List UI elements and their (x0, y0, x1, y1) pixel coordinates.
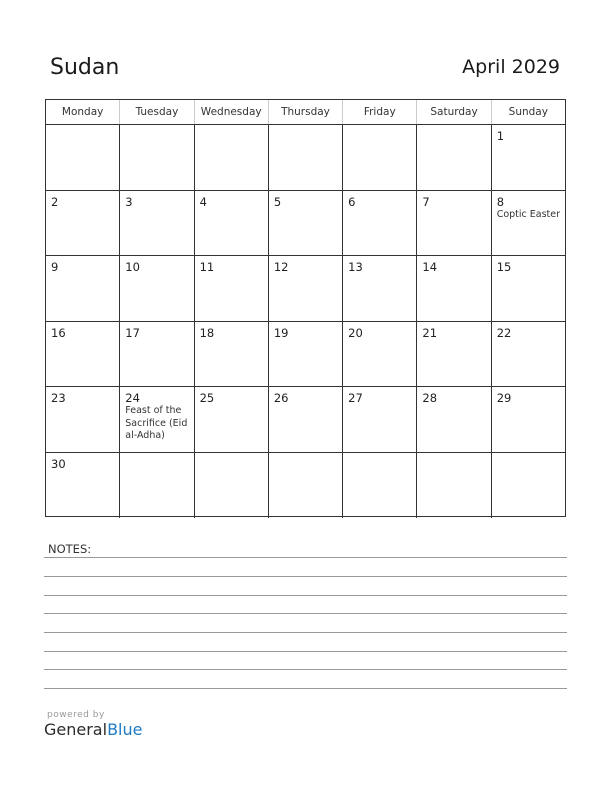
weekday-monday: Monday (61, 106, 104, 118)
day-number: 24 (125, 391, 140, 405)
day-cell[interactable] (46, 125, 119, 190)
day-number: 2 (51, 194, 59, 209)
day-cell[interactable] (194, 256, 268, 321)
day-cell[interactable] (119, 453, 193, 519)
day-number: 17 (125, 325, 140, 340)
weekday-friday: Friday (342, 100, 416, 124)
day-number: 25 (199, 391, 215, 405)
day-cell[interactable] (342, 191, 416, 256)
day-number: 9 (51, 260, 59, 274)
weekday-saturday: Saturday (416, 100, 490, 124)
day-number: 5 (273, 194, 282, 209)
notes-label: NOTES: (48, 542, 92, 556)
day-cell[interactable] (46, 453, 119, 519)
notes-line (44, 669, 567, 670)
day-number: 11 (199, 260, 215, 274)
weekday-thursday: Thursday (268, 100, 342, 124)
day-cell[interactable] (194, 453, 268, 519)
notes-line (44, 688, 567, 689)
weekday-tuesday: Tuesday (119, 100, 193, 124)
day-number: 21 (422, 325, 438, 340)
day-cell[interactable] (416, 191, 490, 256)
day-cell[interactable] (119, 125, 193, 190)
day-cell[interactable] (268, 387, 342, 452)
day-number: 13 (348, 260, 363, 274)
powered-by-text: powered by (47, 710, 105, 720)
day-cell[interactable] (194, 387, 268, 452)
day-cell[interactable] (46, 322, 119, 387)
day-cell[interactable] (491, 453, 565, 519)
day-cell[interactable] (194, 322, 268, 387)
day-number: 12 (273, 260, 289, 274)
day-cell[interactable] (268, 125, 342, 190)
day-number: 15 (496, 260, 512, 274)
day-number: 28 (422, 391, 438, 405)
day-cell[interactable] (416, 125, 490, 190)
brand-blue: Blue (107, 720, 143, 739)
weekday-header-row (46, 100, 565, 125)
holiday-event: Coptic Easter (496, 208, 561, 220)
country-title: Sudan (50, 55, 120, 80)
day-cell[interactable] (416, 322, 490, 387)
day-cell[interactable] (342, 387, 416, 452)
day-cell[interactable] (416, 453, 490, 519)
day-cell[interactable] (194, 191, 268, 256)
day-number: 10 (125, 260, 140, 274)
day-number: 4 (199, 194, 207, 209)
notes-line (44, 651, 567, 652)
weekday-sunday: Sunday (491, 100, 565, 124)
day-number: 23 (51, 391, 66, 405)
day-cell[interactable] (268, 322, 342, 387)
day-cell[interactable] (416, 256, 490, 321)
month-year-title: April 2029 (462, 56, 560, 78)
day-cell[interactable] (342, 256, 416, 321)
day-number: 29 (496, 391, 512, 405)
day-cell[interactable] (416, 387, 490, 452)
day-number: 14 (422, 260, 438, 274)
day-number: 20 (348, 325, 363, 340)
notes-line (44, 613, 567, 614)
calendar-weeks (46, 125, 565, 518)
day-cell[interactable] (194, 125, 268, 190)
holiday-event: Feast of the Sacrifice (Eid al-Adha) (125, 405, 188, 441)
generalblue-logo[interactable] (44, 720, 142, 739)
day-cell[interactable] (268, 453, 342, 519)
day-number: 18 (199, 325, 215, 340)
day-cell[interactable] (491, 322, 565, 387)
day-number: 22 (496, 325, 512, 340)
week-row (46, 453, 565, 519)
day-number: 26 (273, 391, 289, 405)
day-cell[interactable] (46, 256, 119, 321)
day-cell[interactable] (491, 256, 565, 321)
day-cell[interactable] (342, 322, 416, 387)
day-number: 7 (422, 194, 430, 209)
day-cell[interactable] (342, 453, 416, 519)
day-cell[interactable] (119, 387, 193, 452)
day-number: 19 (273, 325, 289, 340)
notes-line (44, 557, 567, 558)
day-cell[interactable] (119, 191, 193, 256)
week-row (46, 256, 565, 322)
weekday-wednesday: Wednesday (194, 100, 268, 124)
day-cell[interactable] (342, 125, 416, 190)
day-cell[interactable] (491, 387, 565, 452)
day-number: 27 (348, 391, 363, 405)
day-number: 16 (51, 325, 66, 340)
day-number: 6 (348, 194, 356, 209)
day-cell[interactable] (268, 256, 342, 321)
week-row (46, 191, 565, 257)
notes-line (44, 576, 567, 577)
day-cell[interactable] (491, 191, 565, 256)
notes-line (44, 595, 567, 596)
week-row (46, 125, 565, 191)
day-number: 3 (125, 194, 133, 209)
calendar-grid (45, 99, 566, 517)
notes-line (44, 632, 567, 633)
week-row (46, 387, 565, 453)
day-cell[interactable] (119, 256, 193, 321)
day-number: 8 (496, 194, 505, 209)
brand-general: General (44, 720, 108, 739)
day-cell[interactable] (491, 125, 565, 190)
day-cell[interactable] (46, 191, 119, 256)
day-number: 30 (51, 456, 66, 471)
day-cell[interactable] (119, 322, 193, 387)
day-cell[interactable] (268, 191, 342, 256)
day-number: 1 (496, 129, 505, 143)
week-row (46, 322, 565, 388)
day-cell[interactable] (46, 387, 119, 452)
